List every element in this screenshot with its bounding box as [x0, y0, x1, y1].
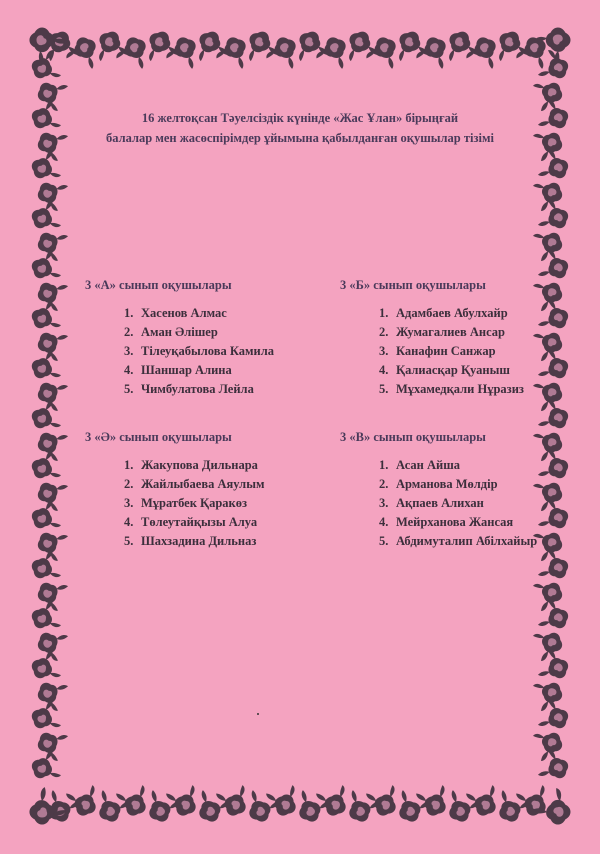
rose-ornament-icon	[366, 784, 402, 819]
student-name: Асан Айша	[396, 458, 461, 472]
rose-ornament-icon	[538, 399, 572, 434]
rose-ornament-icon	[29, 150, 63, 185]
list-item: 4. Төлеутайқызы Алуа	[124, 515, 258, 529]
rose-ornament-icon	[416, 784, 452, 819]
student-name: Чимбулатова Лейла	[141, 382, 254, 396]
rose-ornament-icon	[293, 29, 328, 62]
list-item: 1. Хасенов Алмас	[124, 306, 227, 320]
class-group-3ae	[85, 430, 325, 551]
rose-ornament-icon	[34, 727, 68, 762]
student-name: Жумагалиев Ансар	[396, 325, 505, 339]
rose-ornament-icon	[66, 784, 102, 819]
class-heading: 3 «Б» сынып оқушылары	[340, 278, 486, 292]
rose-ornament-icon	[365, 34, 401, 69]
rose-ornament-icon	[29, 550, 63, 585]
rose-ornament-icon	[532, 77, 566, 112]
student-name: Хасенов Алмас	[141, 306, 227, 320]
rose-ornament-icon	[166, 784, 202, 819]
student-name: Арманова Мөлдір	[396, 477, 498, 491]
rose-ornament-icon	[93, 790, 129, 825]
student-name: Ақпаев Алихан	[396, 496, 484, 510]
rose-ornament-icon	[216, 784, 252, 819]
list-item: 3. Мұратбек Қаракөз	[124, 496, 248, 510]
rose-ornament-icon	[29, 100, 63, 135]
rose-ornament-icon	[443, 790, 479, 825]
rose-ornament-icon	[115, 34, 151, 69]
list-item: 3. Ақпаев Алихан	[379, 496, 484, 510]
rose-ornament-icon	[34, 577, 68, 612]
rose-ornament-icon	[165, 34, 201, 69]
rose-ornament-icon	[538, 749, 572, 784]
class-heading: 3 «Ә» сынып оқушылары	[85, 430, 232, 444]
student-name: Шахзадина Дильназ	[141, 534, 257, 548]
rose-ornament-icon	[34, 427, 68, 462]
list-item: 4. Шаншар Алина	[124, 363, 232, 377]
rose-ornament-icon	[493, 790, 529, 825]
student-name: Қалиасқар Қуаныш	[396, 363, 510, 377]
class-group-3v	[340, 430, 580, 551]
student-name: Абдимуталип Абілхайыр	[396, 534, 538, 548]
rose-ornament-icon	[315, 34, 351, 69]
list-item: 5. Шахзадина Дильназ	[124, 534, 257, 548]
rose-ornament-icon	[29, 750, 63, 785]
title-line-2: балалар мен жасөспірімдер ұйымына қабылданған оқушылар тізімі	[106, 131, 494, 145]
title-line-1: 16 желтоқсан Тәуелсіздік күнінде «Жас Ұлан» бірыңғай	[141, 111, 459, 125]
rose-ornament-icon	[466, 784, 502, 819]
rose-ornament-icon	[443, 29, 478, 62]
list-item: 1. Жакупова Дильнара	[124, 458, 258, 472]
student-name: Төлеутайқызы Алуа	[141, 515, 258, 529]
rose-ornament-icon	[29, 600, 63, 635]
document-title	[70, 108, 530, 148]
rose-ornament-icon	[532, 677, 566, 712]
list-item: 4. Мейрханова Жансая	[379, 515, 514, 529]
class-heading: 3 «А» сынып оқушылары	[85, 278, 232, 292]
student-name: Жайлыбаева Аяулым	[141, 477, 265, 491]
list-item: 1. Асан Айша	[379, 458, 461, 472]
rose-ornament-icon	[34, 77, 68, 112]
rose-ornament-icon	[243, 790, 279, 825]
rose-ornament-icon	[415, 34, 451, 69]
rose-ornament-icon	[65, 34, 101, 69]
rose-ornament-icon	[538, 699, 572, 734]
rose-ornament-icon	[343, 790, 379, 825]
student-name: Мұхамедқали Нұразиз	[396, 382, 524, 396]
rose-ornament-icon	[29, 500, 63, 535]
rose-ornament-icon	[29, 650, 63, 685]
rose-ornament-icon	[34, 227, 68, 262]
rose-ornament-icon	[34, 377, 68, 412]
rose-ornament-icon	[465, 34, 501, 69]
student-name: Мұратбек Қаракөз	[141, 496, 248, 510]
rose-ornament-icon	[29, 200, 63, 235]
rose-ornament-icon	[29, 350, 63, 385]
rose-ornament-icon	[143, 790, 179, 825]
student-name: Жакупова Дильнара	[141, 458, 258, 472]
list-item: 3. Тілеуқабылова Камила	[124, 344, 274, 358]
rose-ornament-icon	[538, 199, 572, 234]
rose-ornament-icon	[243, 29, 278, 62]
rose-ornament-icon	[532, 177, 566, 212]
rose-ornament-icon	[29, 300, 63, 335]
rose-ornament-icon	[29, 250, 63, 285]
rose-ornament-icon	[34, 477, 68, 512]
rose-ornament-icon	[393, 29, 428, 62]
list-item: 4. Қалиасқар Қуаныш	[379, 363, 510, 377]
rose-ornament-icon	[393, 790, 429, 825]
rose-ornament-icon	[538, 149, 572, 184]
rose-ornament-icon	[29, 400, 63, 435]
student-name: Тілеуқабылова Камила	[141, 344, 274, 358]
rose-ornament-icon	[538, 649, 572, 684]
rose-ornament-icon	[29, 50, 63, 85]
rose-ornament-icon	[538, 599, 572, 634]
rose-ornament-icon	[143, 29, 178, 62]
rose-ornament-icon	[34, 277, 68, 312]
rose-ornament-icon	[193, 29, 228, 62]
rose-ornament-icon	[293, 790, 329, 825]
rose-ornament-icon	[532, 227, 566, 262]
list-item: 3. Канафин Санжар	[379, 344, 496, 358]
class-group-3b	[340, 278, 580, 399]
student-list	[340, 304, 580, 399]
rose-ornament-icon	[34, 327, 68, 362]
list-item: 5. Чимбулатова Лейла	[124, 382, 254, 396]
rose-ornament-icon	[193, 790, 229, 825]
list-item: 2. Арманова Мөлдір	[379, 477, 498, 491]
list-item: 1. Адамбаев Абулхайр	[379, 306, 508, 320]
rose-ornament-icon	[266, 784, 302, 819]
rose-ornament-icon	[34, 677, 68, 712]
student-name: Аман Әлішер	[141, 325, 218, 339]
rose-ornament-icon	[316, 784, 352, 819]
list-item: 5. Абдимуталип Абілхайыр	[379, 534, 538, 548]
rose-ornament-icon	[29, 700, 63, 735]
paper-speck	[257, 713, 259, 715]
rose-ornament-icon	[493, 29, 528, 62]
rose-ornament-icon	[532, 727, 566, 762]
rose-ornament-icon	[29, 450, 63, 485]
list-item: 2. Жайлыбаева Аяулым	[124, 477, 265, 491]
rose-ornament-icon	[532, 577, 566, 612]
student-list	[340, 456, 580, 551]
rose-ornament-icon	[532, 627, 566, 662]
student-name: Мейрханова Жансая	[396, 515, 514, 529]
list-item: 2. Жумагалиев Ансар	[379, 325, 505, 339]
student-name: Адамбаев Абулхайр	[396, 306, 508, 320]
rose-ornament-icon	[34, 627, 68, 662]
rose-ornament-icon	[34, 177, 68, 212]
student-list	[85, 456, 325, 551]
student-list	[85, 304, 325, 399]
rose-ornament-icon	[538, 549, 572, 584]
class-heading: 3 «В» сынып оқушылары	[340, 430, 486, 444]
rose-ornament-icon	[116, 784, 152, 819]
class-group-3a	[85, 278, 325, 399]
rose-ornament-icon	[538, 99, 572, 134]
rose-ornament-icon	[34, 527, 68, 562]
rose-ornament-icon	[265, 34, 301, 69]
student-name: Шаншар Алина	[141, 363, 232, 377]
rose-ornament-icon	[533, 786, 578, 831]
list-item: 5. Мұхамедқали Нұразиз	[379, 382, 524, 396]
rose-ornament-icon	[34, 127, 68, 162]
rose-ornament-icon	[215, 34, 251, 69]
rose-ornament-icon	[93, 29, 128, 62]
rose-ornament-icon	[532, 127, 566, 162]
rose-ornament-icon	[343, 29, 378, 62]
list-item: 2. Аман Әлішер	[124, 325, 218, 339]
student-name: Канафин Санжар	[396, 344, 496, 358]
